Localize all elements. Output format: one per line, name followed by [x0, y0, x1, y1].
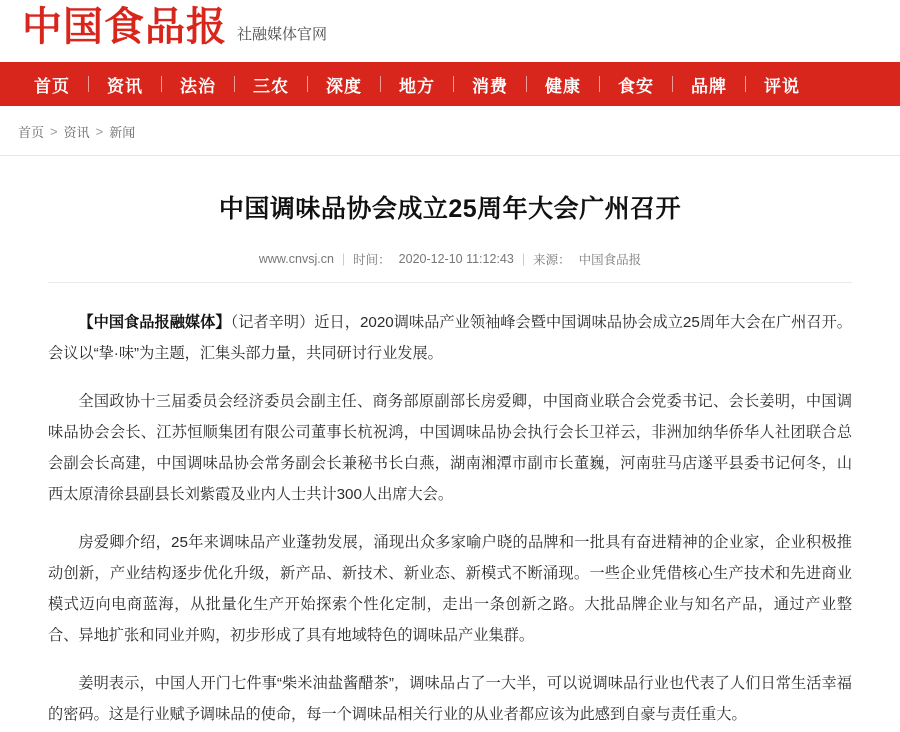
article-container	[0, 192, 900, 730]
breadcrumb-item-home[interactable]: 首页	[18, 125, 45, 140]
article-time-label: 时间：	[353, 253, 391, 267]
nav-item-consumption[interactable]: 消费	[472, 76, 508, 96]
breadcrumb-separator: >	[50, 124, 58, 139]
article-body	[48, 307, 852, 730]
article-source-site: www.cnvsj.cn	[258, 252, 334, 266]
breadcrumb-item-current[interactable]: 新闻	[109, 125, 136, 140]
article-paragraph	[48, 668, 852, 730]
article-paragraph-text: 房爱卿介绍，25年来调味品产业蓬勃发展，涌现出众多家喻户晓的品牌和一批具有奋进精神的企业家，企业积极推动创新，产业结构逐步优化升级，新产品、新技术、新业态、新模式不断涌现。一些企业凭借核心生产技术和先进商业模式迈向电商蓝海，从批量化生产开始探索个性化定制，走出一条创新之路。大批品牌企业与知名产品，通过产业整合、异地扩张和同业并购，初步形成了具有地域特色的调味品产业集群。	[48, 534, 852, 644]
breadcrumb-item-news[interactable]: 资讯	[63, 125, 90, 140]
article-origin-value: 中国食品报	[578, 253, 642, 267]
breadcrumb-separator: >	[95, 124, 104, 139]
nav-item-news[interactable]: 资讯	[107, 76, 143, 96]
article-origin-label: 来源：	[533, 253, 571, 267]
article-paragraph	[48, 527, 852, 651]
nav-item-home[interactable]: 首页	[34, 76, 70, 96]
article-paragraph-text: （记者辛明）近日，2020调味品产业领袖峰会暨中国调味品协会成立25周年大会在广州召开。会议以“挚·味”为主题，汇集头部力量，共同研讨行业发展。	[48, 314, 852, 362]
nav-item-food-safety[interactable]: 食安	[618, 76, 654, 96]
site-logo[interactable]: 中国食品报	[22, 3, 227, 50]
nav-item-depth[interactable]: 深度	[326, 76, 362, 96]
article-time-value: 2020-12-10 11:12:43	[398, 252, 514, 266]
meta-divider: |	[341, 252, 346, 266]
meta-divider: |	[521, 252, 526, 266]
article-meta-wrapper	[48, 250, 852, 283]
site-logo-subtitle: 社融媒体官网	[237, 26, 328, 43]
article-meta	[48, 250, 852, 268]
main-navigation	[0, 62, 900, 106]
nav-item-law[interactable]: 法治	[180, 76, 216, 96]
article-paragraph-text: 全国政协十三届委员会经济委员会副主任、商务部原副部长房爱卿，中国商业联合会党委书记、会长姜明，中国调味品协会会长、江苏恒顺集团有限公司董事长杭祝鸿，中国调味品协会执行会长卫祥云，非洲加纳华侨华人社团联合总会副会长高建，中国调味品协会常务副会长兼秘书长白燕，湖南湘潭市副市长董巍，河南驻马店遂平县委书记何冬，山西太原清徐县副县长刘紫霞及业内人士共计300人出席大会。	[48, 393, 852, 503]
nav-item-brand[interactable]: 品牌	[691, 76, 727, 96]
article-title: 中国调味品协会成立25周年大会广州召开	[218, 195, 682, 223]
breadcrumb	[0, 106, 900, 156]
article-paragraph-text: 姜明表示，中国人开门七件事“柴米油盐酱醋茶”，调味品占了一大半，可以说调味品行业也代表了人们日常生活幸福的密码。这是行业赋予调味品的使命，每一个调味品相关行业的从业者都应该为此感到自豪与责任重大。	[48, 675, 852, 723]
article-paragraph	[48, 386, 852, 510]
site-masthead	[0, 0, 900, 62]
nav-item-comment[interactable]: 评说	[764, 76, 800, 96]
nav-item-health[interactable]: 健康	[545, 76, 581, 96]
article-lead-label: 【中国食品报融媒体】	[78, 314, 231, 331]
nav-item-local[interactable]: 地方	[399, 76, 435, 96]
article-paragraph	[48, 307, 852, 369]
nav-item-agriculture[interactable]: 三农	[253, 76, 289, 96]
